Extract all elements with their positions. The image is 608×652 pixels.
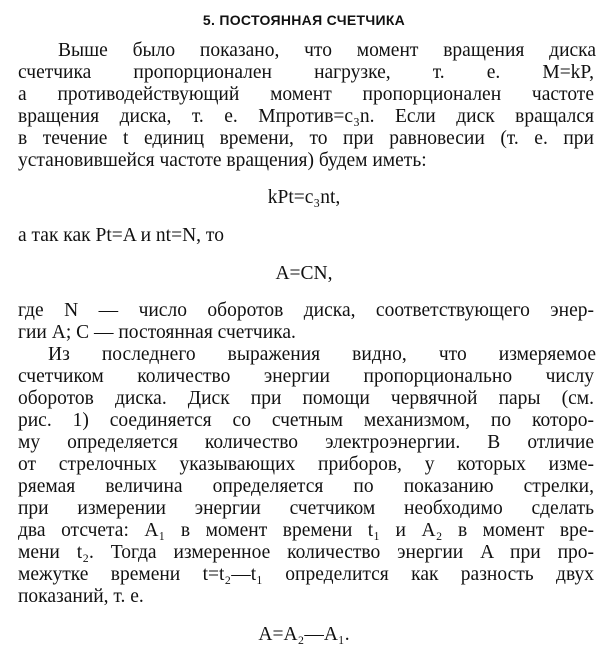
text-line: гии A; C — постоянная счетчика.: [18, 322, 296, 343]
text-line: мени t₂. Тогда измеренное количество энергии A при про-: [18, 542, 594, 563]
text-line: установившейся частоте вращения) будем иметь:: [18, 150, 427, 171]
text-line: где N — число оборотов диска, соответствующего энер-: [18, 300, 594, 321]
text-line: вращения диска, т. е. Mпротив=c₃n. Если диск вращался: [18, 106, 594, 127]
text-line: счетчиком количество энергии пропорционально числу: [18, 366, 594, 387]
text-line: оборотов диска. Диск при помощи червячной пары (см.: [18, 388, 594, 409]
text-line: а так как Pt=A и nt=N, то: [18, 225, 224, 246]
text-line: а противодействующий момент пропорционален частоте: [18, 84, 594, 105]
text-line: два отсчета: A₁ в момент времени t₁ и A₂ в момент вре-: [18, 520, 594, 541]
text-line: счетчика пропорционален нагрузке, т. е. M=kP,: [18, 62, 594, 83]
section-title: 5. ПОСТОЯННАЯ СЧЕТЧИКА: [202, 12, 406, 28]
formula: A=CN,: [275, 263, 333, 284]
text-line: от стрелочных указывающих приборов, у которых изме-: [18, 454, 594, 475]
text-line: при измерении энергии счетчиком необходимо сделать: [18, 498, 594, 519]
text-line: показаний, т. е.: [18, 586, 144, 607]
text-line: в течение t единиц времени, то при равновесии (т. е. при: [18, 128, 594, 149]
text-line: Из последнего выражения видно, что измеряемое: [48, 344, 596, 365]
formula: A=A₂—A₁.: [258, 624, 350, 645]
text-line: межутке времени t=t₂—t₁ определится как разность двух: [18, 564, 594, 585]
formula: kPt=c₃nt,: [267, 187, 341, 208]
text-line: ряемая величина определяется по показанию стрелки,: [18, 476, 594, 497]
text-line: му определяется количество электроэнергии. В отличие: [18, 432, 594, 453]
text-line: рис. 1) соединяется со счетным механизмом, по которо-: [18, 410, 594, 431]
text-line: Выше было показано, что момент вращения диска: [58, 40, 596, 61]
